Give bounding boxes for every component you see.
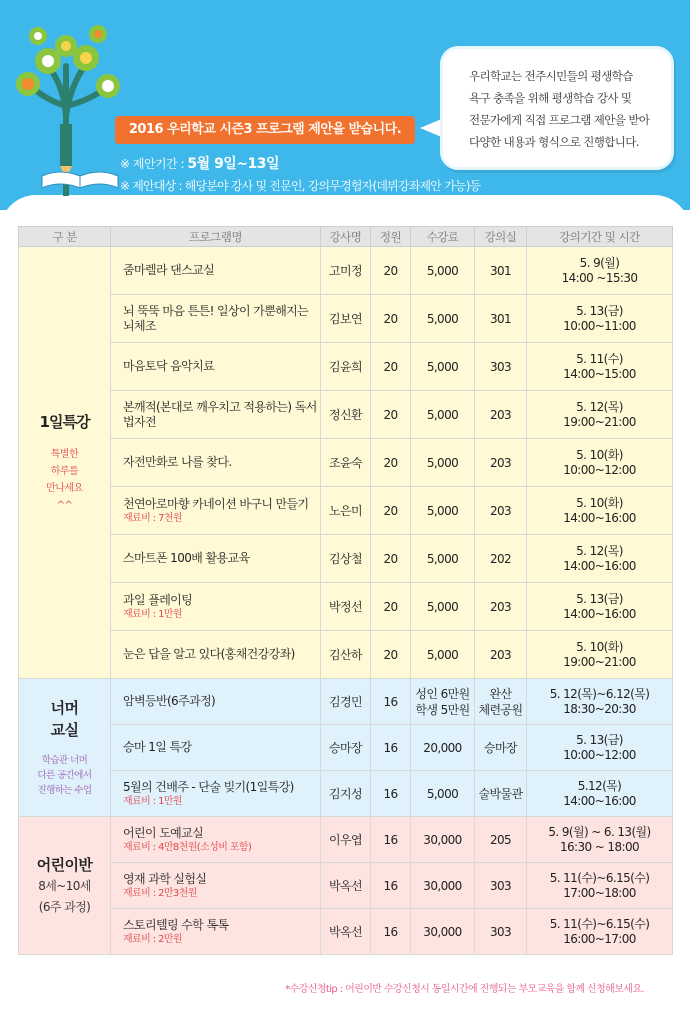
category-title: 어린이반 [36,855,93,874]
category-subtitle: 8세~10세 [38,878,91,893]
program-name: 암벽등반(6주과정) [111,679,321,725]
proposal-period [120,153,279,173]
room: 303 [475,343,527,391]
program-name: 과일 플레이팅 재료비 : 1만원 [111,583,321,631]
schedule: 5. 13(금) 14:00~16:00 [527,583,673,631]
lecturer: 박옥선 [321,909,371,955]
header-lecturer: 강사명 [321,227,371,247]
lecturer: 김경민 [321,679,371,725]
capacity: 20 [371,439,411,487]
room: 203 [475,439,527,487]
bubble-line: 전문가에게 직접 프로그램 제안을 받아 [469,113,650,127]
table-row [19,487,673,535]
lecturer: 승마장 [321,725,371,771]
program-schedule-table [18,226,673,955]
material-fee-note: 재료비 : 1만원 [123,608,182,620]
schedule: 5. 13(금) 10:00~12:00 [527,725,673,771]
room: 203 [475,583,527,631]
fee: 5,000 [411,247,475,295]
category-subtitle: 만나세요 [46,483,83,494]
table-row [19,343,673,391]
capacity: 20 [371,631,411,679]
material-fee-note: 재료비 : 7천원 [123,512,182,524]
lecturer: 김상철 [321,535,371,583]
program-name: 5월의 건배주 - 단술 빚기(1일특강) 재료비 : 1만원 [111,771,321,817]
room: 205 [475,817,527,863]
program-name: 눈은 답을 알고 있다(홍채건강강좌) [111,631,321,679]
material-fee-note: 재료비 : 4만8천원(소성비 포함) [123,841,252,853]
category-subtitle: 학습관 너머 [41,755,88,766]
table-row [19,679,673,725]
schedule: 5. 10(화) 19:00~21:00 [527,631,673,679]
lecturer: 이우엽 [321,817,371,863]
lecturer: 박옥선 [321,863,371,909]
room: 완산 체련공원 [475,679,527,725]
program-name: 뇌 뚝뚝 마음 튼튼! 일상이 가뿐해지는 뇌체조 [111,295,321,343]
fee: 20,000 [411,725,475,771]
table-row [19,725,673,771]
program-name: 자전만화로 나를 찾다. [111,439,321,487]
schedule: 5. 9(월) 14:00 ~15:30 [527,247,673,295]
schedule: 5. 13(금) 10:00~11:00 [527,295,673,343]
table-row [19,247,673,295]
table-row [19,295,673,343]
capacity: 20 [371,583,411,631]
room: 303 [475,863,527,909]
capacity: 20 [371,487,411,535]
lecturer: 김보연 [321,295,371,343]
fee: 5,000 [411,343,475,391]
fee: 성인 6만원 학생 5만원 [411,679,475,725]
category-one-day-special [19,247,111,679]
schedule: 5. 11(수) 14:00~15:00 [527,343,673,391]
table-row [19,583,673,631]
header-fee: 수강료 [411,227,475,247]
capacity: 20 [371,295,411,343]
header-program: 프로그램명 [111,227,321,247]
category-subtitle: 특별한 [50,449,79,460]
table-row [19,439,673,487]
bubble-line: 우리학교는 전주시민들의 평생학습 [469,69,633,83]
room: 술박물관 [475,771,527,817]
header-capacity: 정원 [371,227,411,247]
bubble-line: 다양한 내용과 형식으로 진행합니다. [469,135,639,149]
proposal-title-banner: 2016 우리학교 시즌3 프로그램 제안을 받습니다. [115,116,415,144]
fee: 30,000 [411,817,475,863]
material-fee-note: 재료비 : 2만원 [123,933,182,945]
program-name: 천연아로마향 카네이션 바구니 만들기 재료비 : 7천원 [111,487,321,535]
category-subtitle: ^^ [56,500,73,511]
room: 202 [475,535,527,583]
program-name: 줌마렐라 댄스교실 [111,247,321,295]
schedule: 5. 12(목)~6.12(목) 18:30~20:30 [527,679,673,725]
table-row [19,631,673,679]
lecturer: 김윤희 [321,343,371,391]
program-name: 마음토닥 음악치료 [111,343,321,391]
category-subtitle: 진행하는 수업 [37,785,92,796]
lecturer: 노은미 [321,487,371,535]
program-name: 스토리텔링 수학 톡톡 재료비 : 2만원 [111,909,321,955]
fee: 5,000 [411,535,475,583]
material-fee-note: 재료비 : 2만3천원 [123,887,197,899]
schedule: 5. 12(목) 14:00~16:00 [527,535,673,583]
fee: 30,000 [411,863,475,909]
schedule: 5. 9(월) ~ 6. 13(월) 16:30 ~ 18:00 [527,817,673,863]
fee: 5,000 [411,295,475,343]
room: 203 [475,487,527,535]
fee: 5,000 [411,631,475,679]
table-row [19,817,673,863]
fee: 5,000 [411,771,475,817]
bubble-line: 욕구 충족을 위해 평생학습 강사 및 [469,91,632,105]
period-dates: 9일~13일 [214,156,280,172]
fee: 5,000 [411,487,475,535]
fee: 30,000 [411,909,475,955]
header-category: 구 분 [19,227,111,247]
fee: 5,000 [411,583,475,631]
capacity: 16 [371,863,411,909]
schedule: 5. 12(목) 19:00~21:00 [527,391,673,439]
room: 301 [475,295,527,343]
program-name: 본깨적(본대로 깨우치고 적용하는) 독서법자전 [111,391,321,439]
table-header-row [19,227,673,247]
header-schedule: 강의기간 및 시간 [527,227,673,247]
registration-tip-footnote: *수강신청tip : 어린이반 수강신청시 동일시간에 진행되는 부모교육을 함께 신청해보세요. [285,984,644,995]
lecturer: 김지성 [321,771,371,817]
capacity: 20 [371,343,411,391]
capacity: 20 [371,535,411,583]
fee: 5,000 [411,391,475,439]
lecturer: 조윤숙 [321,439,371,487]
schedule: 5. 10(화) 10:00~12:00 [527,439,673,487]
category-subtitle: (6주 과정) [38,899,91,914]
table-row [19,771,673,817]
capacity: 20 [371,391,411,439]
table-row [19,863,673,909]
intro-speech-bubble [440,46,674,170]
capacity: 20 [371,247,411,295]
table-row [19,909,673,955]
material-fee-note: 재료비 : 1만원 [123,795,182,807]
table-row [19,391,673,439]
period-month: 5월 [187,156,215,172]
lecturer: 박정선 [321,583,371,631]
table-row [19,535,673,583]
category-title: 1일특강 [39,413,90,431]
room: 203 [475,391,527,439]
header-room: 강의실 [475,227,527,247]
room: 303 [475,909,527,955]
capacity: 16 [371,725,411,771]
category-beyond-class [19,679,111,817]
lecturer: 김산하 [321,631,371,679]
program-name: 승마 1일 특강 [111,725,321,771]
capacity: 16 [371,909,411,955]
schedule: 5.12(목) 14:00~16:00 [527,771,673,817]
schedule: 5. 10(화) 14:00~16:00 [527,487,673,535]
room: 301 [475,247,527,295]
schedule: 5. 11(수)~6.15(수) 17:00~18:00 [527,863,673,909]
category-subtitle: 다른 공간에서 [37,770,92,781]
program-name: 영재 과학 실험실 재료비 : 2만3천원 [111,863,321,909]
category-title: 너머 교실 [50,699,79,739]
capacity: 16 [371,679,411,725]
capacity: 16 [371,771,411,817]
proposal-target: ※ 제안대상 : 해당분야 강사 및 전문인, 강의무경험자(데뷔강좌제안 가능)등 [120,179,481,193]
fee: 5,000 [411,439,475,487]
program-name: 어린이 도예교실 재료비 : 4만8천원(소성비 포함) [111,817,321,863]
lecturer: 정신환 [321,391,371,439]
open-book-icon [40,168,120,190]
lecturer: 고미정 [321,247,371,295]
room: 승마장 [475,725,527,771]
program-name: 스마트폰 100배 활용교육 [111,535,321,583]
schedule: 5. 11(수)~6.15(수) 16:00~17:00 [527,909,673,955]
room: 203 [475,631,527,679]
category-subtitle: 하루를 [50,466,79,477]
capacity: 16 [371,817,411,863]
category-kids-class [19,817,111,955]
period-label: ※ 제안기간 : [120,157,188,171]
